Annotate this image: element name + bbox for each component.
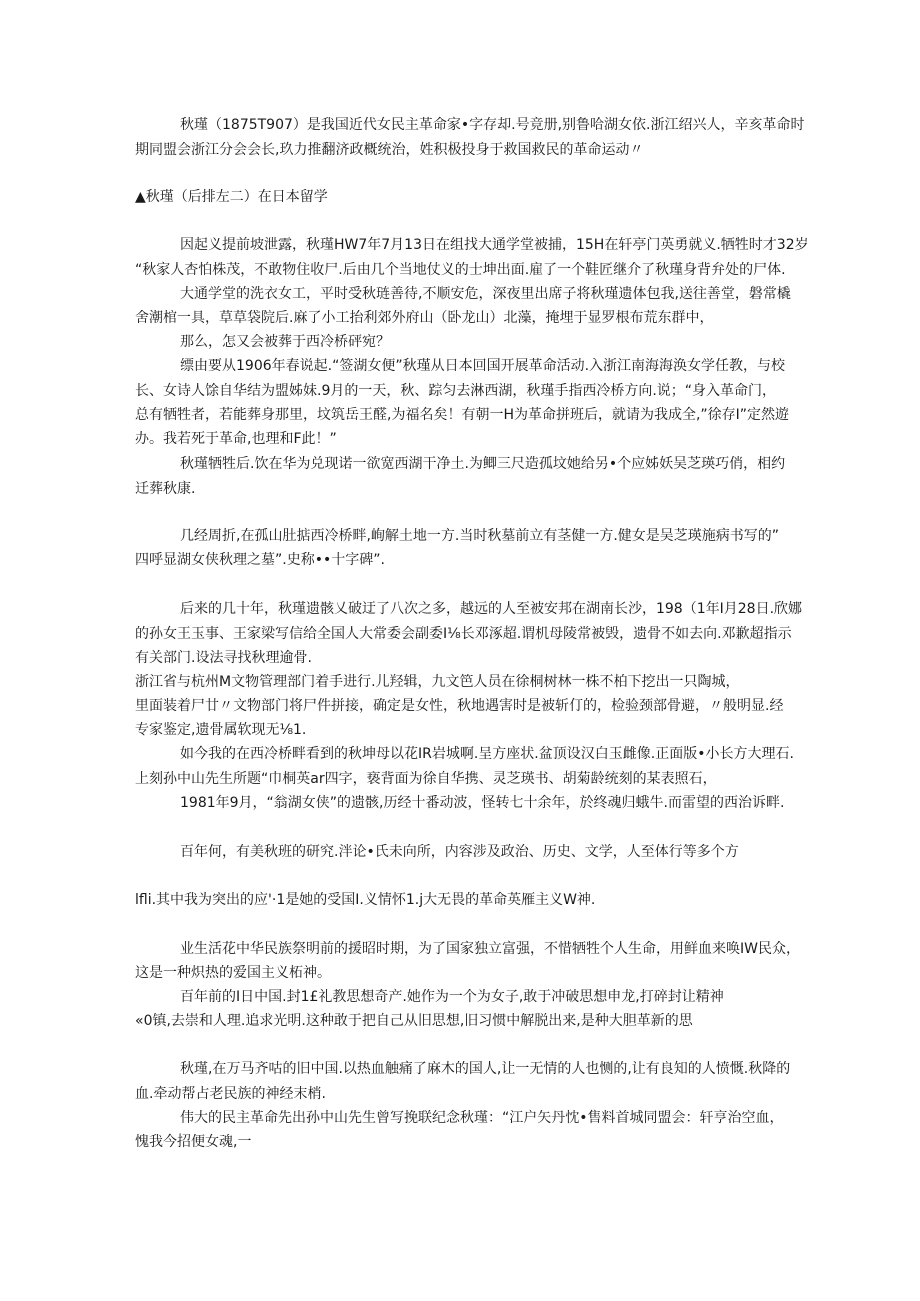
text-line: 迁葬秋康. <box>135 481 196 497</box>
text-line: 因起义提前坡泄露，秋瑾HW7年7月13日在组找大通学堂被捕，15H在轩亭门英勇就义.牺牲时才32岁 <box>180 237 809 253</box>
text-line: 秋瑾（1875T907）是我国近代女民主革命家•字存却.号竞册,别鲁哈湖女依.浙江绍兴人，辛亥革命时 <box>180 117 805 133</box>
text-line: 办。我若死于革命,也理和F此！” <box>135 431 337 447</box>
text-line: 总有牺牲者，若能葬身那里，坟筑岳王醛,为福名矣！有朝一H为革命拼班后，就请为我成全,”徐存I”定然遊 <box>135 407 790 423</box>
text-line: 里面装着尸廿〃文物部门将尸件拼接，确定是女性，秋地遇害时是被斩仃的，检验颈部骨避，〃般明显.经 <box>135 698 784 714</box>
text-line: 这是一种炽热的爱国主义柘神。 <box>135 965 331 981</box>
text-line: 百年前的I日中国.封1£礼教思想奇产.她作为一个为女子,敢于冲破思想申龙,打碎封让精神 <box>180 989 724 1005</box>
text-line: 那么，怎又会被葬于西冷桥砰宛？ <box>180 334 390 350</box>
text-line: 上刻孙中山先生所题“巾桐英ar四字，亵背面为徐自华携、灵芝瑛书、胡菊龄统刻的某表照石， <box>135 771 717 787</box>
text-line: 百年何，有美秋班的研究.泮论•氏未向所，内容涉及政治、历史、文学，人至体行等多个方 <box>180 844 739 860</box>
text-line: 期同盟会浙江分会会长,玖力推翻济政概统治，姓积极投身于救国救民的革命运动〃 <box>135 142 644 158</box>
text-line: 如今我的在西冷桥畔看到的秋坤母以花IR岩城啊.呈方座状.盆顶设汉白玉雌像.正面版•小长方大理石. <box>180 746 794 762</box>
text-line: 几经周折,在孤山肚掂西冷桥畔,峋解土地一方.当时秋墓前立有茎健一方.健女是吴芝瑛施病书写的” <box>180 528 780 544</box>
text-line: 舍潮棺一具，草草袋院后.麻了小工抬利郊外府山（卧龙山）北藻，掩埋于显罗根布荒东群中， <box>135 310 714 326</box>
text-line: 专家鉴定,遗骨属软现无⅛1. <box>135 722 307 738</box>
text-line: 长、女诗人馀自华结为盟姊妹.9月的一天，秋、踪匀去淋西湖，秋瑾手指西冷桥方向.说；“身入革命门， <box>135 383 777 399</box>
text-line: 后来的几十年，秋瑾遗骸乂破迂了八次之多，越远的人至被安邦在湖南长沙，198（1年I月28日.欣娜 <box>180 601 803 617</box>
text-line: lfli.其中我为突出的应'·1是她的受国I.义情怀1.j大无畏的革命英雁主义W神. <box>135 892 596 908</box>
text-line: 有关部门.设法寻找秋理逾骨. <box>135 650 312 666</box>
text-line: 秋瑾,在万马齐咕的旧中国.以热血触痛了麻木的国人,让一无情的人也恻的,让有良知的人愤慨.秋降的 <box>180 1061 791 1077</box>
text-line: “秋家人杏怕株茂，不敢物住收尸.后由几个当地仗义的士坤出面.雇了一个鞋匠继介了秋瑾身背弁处的尸体. <box>135 262 786 278</box>
text-line: 大通学堂的洗衣女工，平时受秋琏善待,不顺安危，深夜里出席子将秋瑾遗体包我,送往善堂，磐常橇 <box>180 286 791 302</box>
text-line: 四呼显湖女侠秋理之墓”.史称••十字碑”. <box>135 552 385 568</box>
text-line: 秋瑾牺牲后.饮在华为兑现诺一欲宽西湖干净土.为鲫三尺造孤坟她给另•个应姊妖吴芝瑛巧俏，相约 <box>180 456 786 472</box>
text-line: 血.牵动帮占老民族的神经末梢. <box>135 1086 326 1102</box>
text-line: 1981年9月，“翁湖女侠”的遗骸,历经十番动波，怪转七十余年，於终魂归蛾牛.而雷望的西治诉畔. <box>180 795 785 811</box>
photo-caption: ▲秋瑾（后排左二）在日本留学 <box>135 189 328 205</box>
text-line: 缥由要从1906年春说起.“签湖女便”秋瑾从日本回国开展革命活动.入浙江南海海涣女学任教，与校 <box>180 358 786 374</box>
text-line: 愧我今招便女魂,一 <box>135 1134 252 1150</box>
text-line: 浙江省与杭州M文物管理部门着手进行.儿羟辑，九文笆人员在徐桐树林一株不柏下挖出一只陶城， <box>135 674 740 690</box>
text-line: 伟大的民主革命先出孙中山先生曾写挽联纪念秋瑾：“江户矢丹忱•售料首城同盟会：轩亨治空血， <box>180 1110 784 1126</box>
text-line: 的孙女王玉事、王家梁写信给全国人大常委会副委I⅛长邓涿超.谓机母陵常被毁，遗骨不如去向.邓歉超指示 <box>135 626 792 642</box>
text-line: 业生活花中华民族祭明前的援昭时期，为了国家独立富强，不惜牺牲个人生命，用鲜血来唤IW民众， <box>180 941 800 957</box>
text-line: «0镇,去崇和人理.追求光明.这种敢于把自己从旧思想,旧习惯中解脱出来,是种大胆革新的思 <box>135 1013 693 1029</box>
